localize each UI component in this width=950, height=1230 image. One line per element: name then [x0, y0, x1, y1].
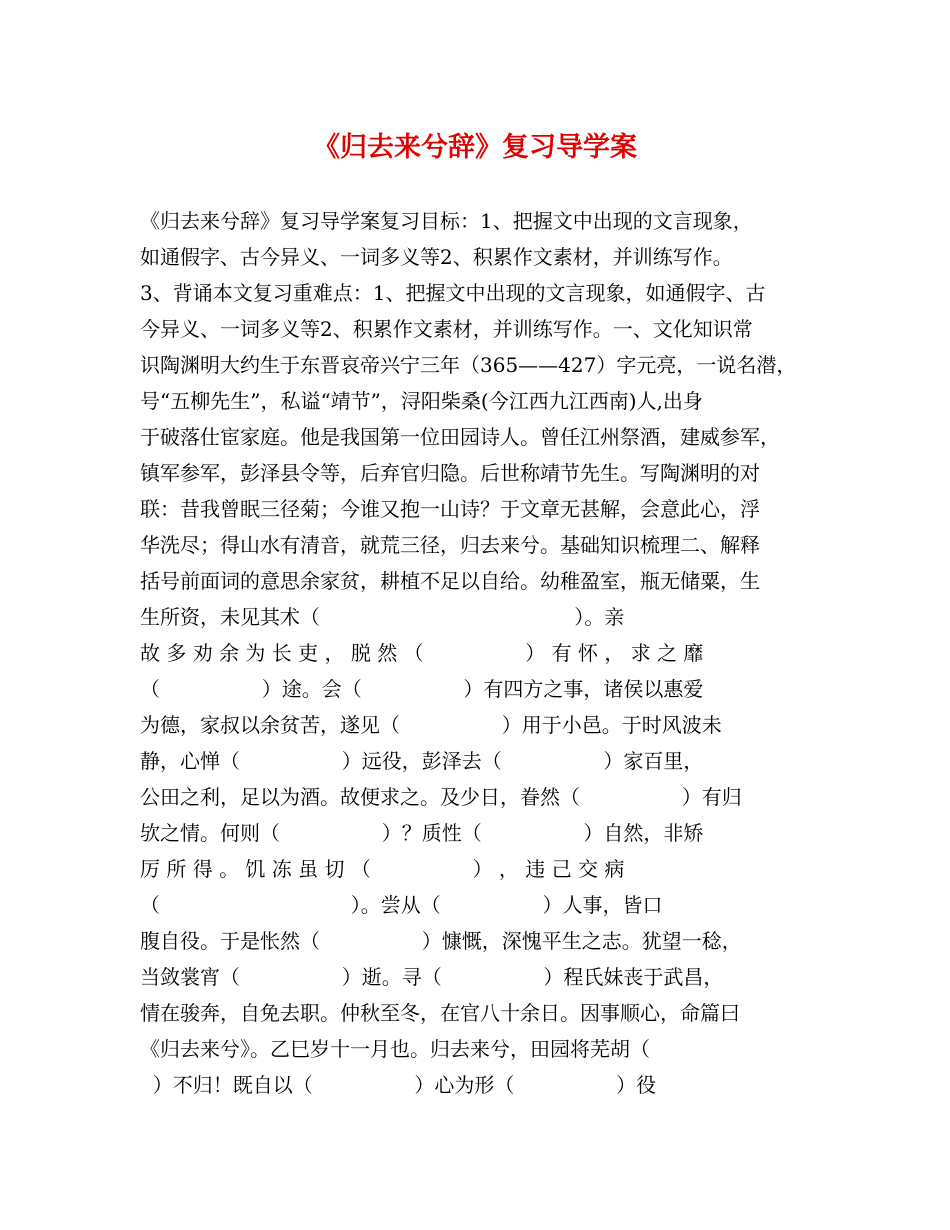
- text-line: 联：昔我曾眠三径菊；今谁又抱一山诗？于文章无甚解，会意此心，浮: [140, 497, 760, 521]
- text-line: 《归去来兮》。乙巳岁十一月也。归去来兮，田园将芜胡（: [140, 1037, 650, 1061]
- text-line: 当敛裳宵（ ）逝。寻（ ）程氏妹丧于武昌，: [140, 965, 724, 989]
- text-line: 厉 所 得 。 饥 冻 虽 切 （ ） ， 违 己 交 病: [140, 857, 625, 881]
- text-line: 今异义、一词多义等2、积累作文素材，并训练写作。一、文化知识常: [140, 317, 753, 341]
- text-line: 故 多 劝 余 为 长 吏 ， 脱 然 （ ） 有 怀 ， 求 之 靡: [140, 641, 704, 665]
- text-line: （ ）途。会（ ）有四方之事，诸侯以惠爱: [140, 677, 704, 701]
- text-line: 号“五柳先生”，私谥“靖节”，浔阳柴桑(今江西九江西南)人,出身: [140, 389, 703, 413]
- text-line: 情在骏奔，自免去职。仲秋至冬，在官八十余日。因事顺心，命篇曰: [140, 1001, 740, 1025]
- text-line: 如通假字、古今异义、一词多义等2、积累作文素材，并训练写作。: [140, 245, 733, 269]
- text-line: ）不归！既自以（ ）心为形（ ）役: [140, 1073, 657, 1097]
- text-line: 生所资，未见其术（ ）。亲: [140, 605, 625, 629]
- text-line: 华洗尽；得山水有清音，就荒三径，归去来兮。基础知识梳理二、解释: [140, 533, 760, 557]
- text-line: 《归去来兮辞》复习导学案复习目标：1、把握文中出现的文言现象，: [140, 209, 753, 233]
- text-line: 静，心惮（ ）远役，彭泽去（ ）家百里，: [140, 749, 704, 773]
- text-line: 欤之情。何则（ ）？质性（ ）自然，非矫: [140, 821, 704, 845]
- text-line: 镇军参军，彭泽县令等，后弃官归隐。后世称靖节先生。写陶渊明的对: [140, 461, 760, 485]
- text-line: 公田之利，足以为酒。故便求之。及少日，眷然（ ）有归: [140, 785, 742, 809]
- text-line: 于破落仕宦家庭。他是我国第一位田园诗人。曾任江州祭酒，建威参军，: [140, 425, 780, 449]
- text-line: 腹自役。于是怅然（ ）慷慨，深愧平生之志。犹望一稔，: [140, 929, 742, 953]
- text-line: （ ）。尝从（ ）人事，皆口: [140, 893, 663, 917]
- text-line: 括号前面词的意思余家贫，耕植不足以自给。幼稚盈室，瓶无储粟，生: [140, 569, 760, 593]
- text-line: 为德，家叔以余贫苦，遂见（ ）用于小邑。于时风波未: [140, 713, 722, 737]
- text-line: 识陶渊明大约生于东晋哀帝兴宁三年（365——427）字元亮，一说名潜，: [140, 353, 797, 377]
- document-body: [140, 203, 816, 1103]
- text-line: 3、背诵本文复习重难点：1、把握文中出现的文言现象，如通假字、古: [140, 281, 766, 305]
- document-title: 《归去来兮辞》复习导学案: [313, 132, 637, 163]
